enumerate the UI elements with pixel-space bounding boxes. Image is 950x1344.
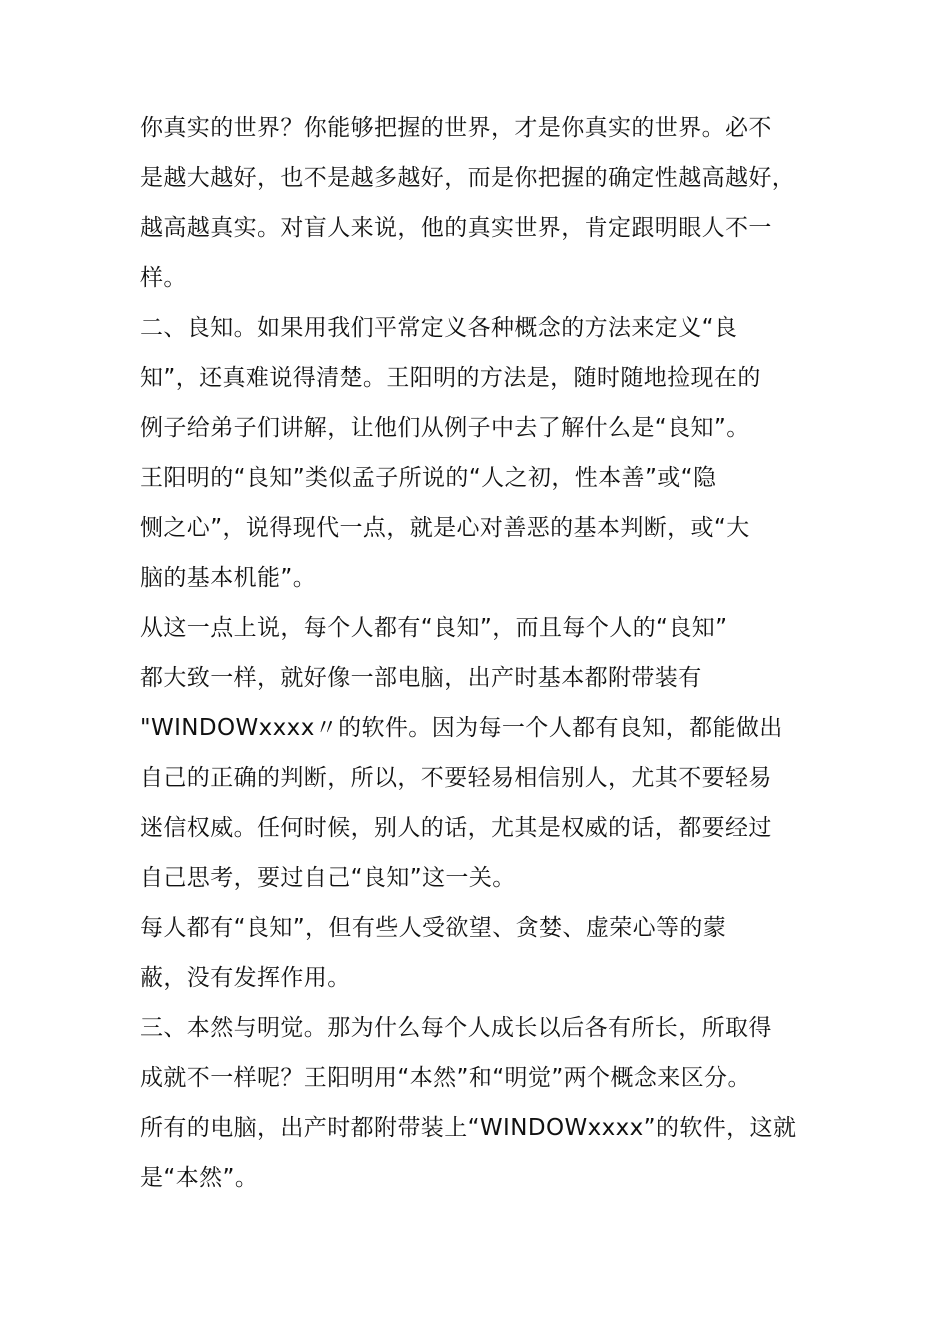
- text-line: 蔽，没有发挥作用。: [140, 965, 351, 991]
- text-line: 是越大越好，也不是越多越好，而是你把握的确定性越高越好，: [140, 165, 796, 191]
- text-line: 二、良知。如果用我们平常定义各种概念的方法来定义“良: [140, 315, 738, 341]
- text-line: 自己思考，要过自己“良知”这一关。: [140, 865, 516, 891]
- text-line: 脑的基本机能”。: [140, 565, 317, 591]
- text-line: 样。: [140, 265, 187, 291]
- text-line: 例子给弟子们讲解，让他们从例子中去了解什么是“良知”。: [140, 415, 750, 441]
- text-line: 是“本然”。: [140, 1165, 259, 1191]
- text-line: 从这一点上说，每个人都有“良知”，而且每个人的“良知”: [140, 615, 728, 641]
- text-line: "WINDOWxxxx〃的软件。因为每一个人都有良知，都能做出: [140, 715, 783, 741]
- text-line: 三、本然与明觉。那为什么每个人成长以后各有所长，所取得: [140, 1015, 772, 1041]
- text-line: 都大致一样，就好像一部电脑，出产时基本都附带装有: [140, 665, 702, 691]
- text-line: 知”，还真难说得清楚。王阳明的方法是，随时随地捡现在的: [140, 365, 761, 391]
- text-line: 所有的电脑，出产时都附带装上“WINDOWxxxx”的软件，这就: [140, 1115, 797, 1141]
- text-line: 成就不一样呢？王阳明用“本然”和“明觉”两个概念来区分。: [140, 1065, 751, 1091]
- text-line: 王阳明的“良知”类似孟子所说的“人之初，性本善”或“隐: [140, 465, 717, 491]
- text-line: 自己的正确的判断，所以，不要轻易相信别人，尤其不要轻易: [140, 765, 772, 791]
- text-line: 恻之心”，说得现代一点，就是心对善恶的基本判断，或“大: [140, 515, 750, 541]
- text-line: 你真实的世界？你能够把握的世界，才是你真实的世界。必不: [140, 115, 772, 141]
- text-line: 迷信权威。任何时候，别人的话，尤其是权威的话，都要经过: [140, 815, 772, 841]
- text-line: 越高越真实。对盲人来说，他的真实世界，肯定跟明眼人不一: [140, 215, 772, 241]
- text-line: 每人都有“良知”，但有些人受欲望、贪婪、虚荣心等的蒙: [140, 915, 727, 941]
